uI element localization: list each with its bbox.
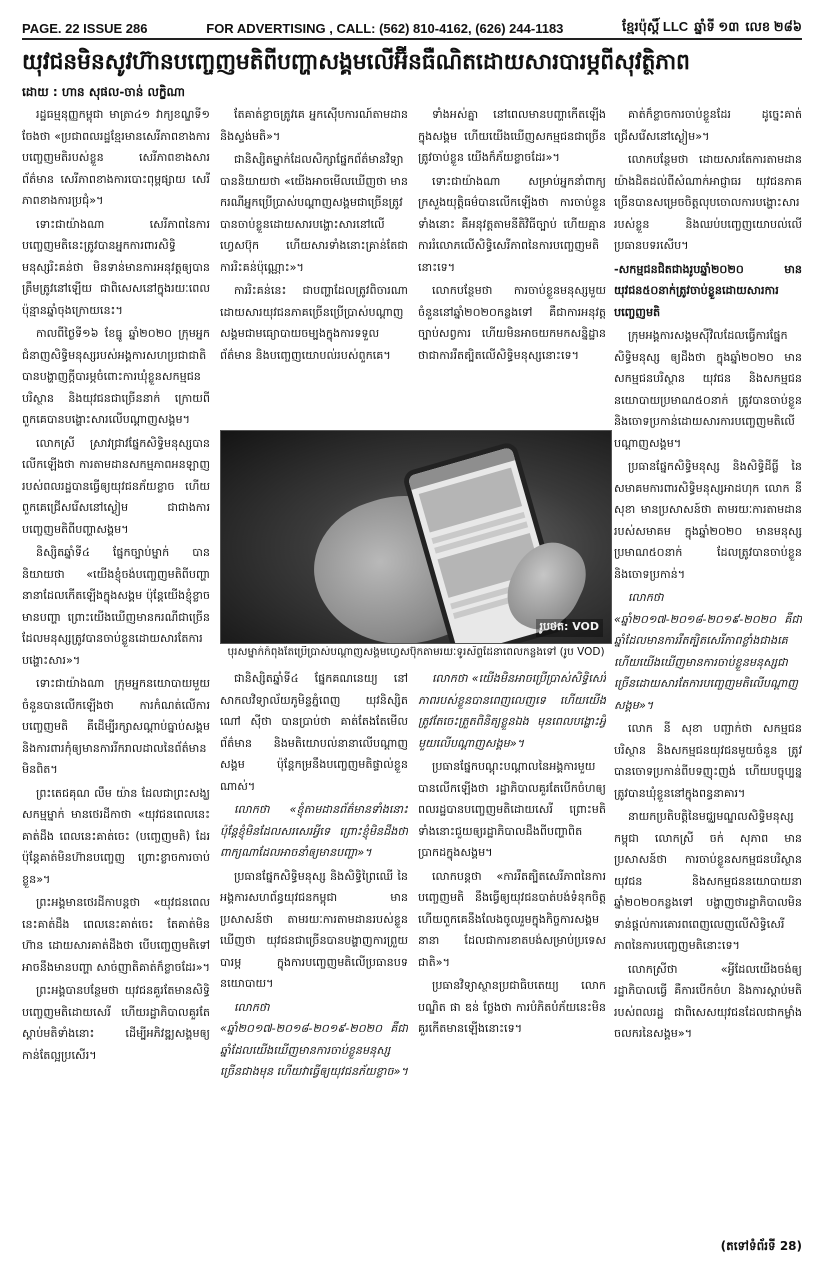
paragraph: លោកថា «យើងមិនអាចប្រើប្រាស់សិទ្ធិសេរីភាពរបស់ខ្លួនបានពេញលេញទេ ហើយយើងត្រូវតែចេះត្រួតពិនិត្យខ្លួនឯង មុនពេលបង្ហោះអ្វីមួយលើបណ្តាញសង្គម»។: [418, 672, 606, 750]
paragraph: លោកបន្ថែមថា ដោយសារតែការតាមដានយ៉ាងដិតដល់ពីសំណាក់អាជ្ញាធរ យុវជនភាគច្រើនបានសម្រេចចិត្តលុបចោលការបង្ហោះសាររបស់ខ្លួន និងឈប់បញ្ចេញយោបល់លើប្រធានបទរសើប។: [614, 153, 802, 252]
paragraph: កាលពីថ្ងៃទី១៦ ខែធ្នូ ឆ្នាំ២០២០ ក្រុមអ្នកជំនាញសិទ្ធិមនុស្សរបស់អង្គការសហប្រជាជាតិបានបង្ហាញក្តីបារម្ភចំពោះការឃុំខ្លួនសកម្មជនបរិស្ថាន និងយុវជនជាច្រើននាក់ ក្រោយពីពួកគេបានបង្ហោះសារលើបណ្តាញសង្គម។: [22, 327, 210, 426]
paragraph: គាត់ក៏ខ្លាចការចាប់ខ្លួនដែរ ដូច្នេះគាត់ជ្រើសរើសនៅស្ងៀម»។: [614, 108, 802, 143]
photo-credit: រូបថត: VOD: [536, 619, 603, 637]
paragraph: ប្រធានផ្នែកបណ្តុះបណ្តាលនៃអង្គការមួយ បានលើកឡើងថា រដ្ឋាភិបាលគួរតែបើកចំហឲ្យពលរដ្ឋបានបញ្ចេញមតិដោយសេរី ព្រោះមតិទាំងនោះជួយឲ្យរដ្ឋាភិបាលដឹងពីបញ្ហាពិតប្រាកដក្នុងសង្គម។: [418, 760, 606, 859]
article-column-2-top: [220, 104, 408, 426]
paragraph: រដ្ឋធម្មនុញ្ញកម្ពុជា មាត្រា៤១ វាក្យខណ្ឌទី១ ចែងថា «ប្រជាពលរដ្ឋខ្មែរមានសេរីភាពខាងការបញ្ចេញមតិរបស់ខ្លួន សេរីភាពខាងសារព័ត៌មាន សេរីភាពខាងការបោះពុម្ពផ្សាយ សេរីភាពខាងការប្រជុំ»។: [22, 108, 210, 207]
paragraph: លោក នី សុខា បញ្ជាក់ថា សកម្មជនបរិស្ថាន និងសកម្មជនយុវជនមួយចំនួន ត្រូវបានចោទប្រកាន់ពីបទញុះញង់ ហើយបច្ចុប្បន្នត្រូវបានឃុំខ្លួននៅក្នុងពន្ធនាគារ។: [614, 722, 802, 800]
brand-name: ខ្មែរប៉ុស្តិ៍ LLC: [622, 18, 689, 34]
paragraph: ទោះជាយ៉ាងណា ក្រុមអ្នកនយោបាយមួយចំនួនបានលើកឡើងថា ការកំណត់លើការបញ្ចេញមតិ គឺដើម្បីរក្សាសណ្តាប់ធ្នាប់សង្គម និងការពារកុំឲ្យមានការរីករាលដាលនៃព័ត៌មានមិនពិត។: [22, 677, 210, 776]
paragraph: លោកថា «ឆ្នាំ២០១៧-២០១៨-២០១៩-២០២០ គឺជាឆ្នាំដែលមានការរឹតត្បិតសេរីភាពខ្លាំងជាងគេ ហើយយើងឃើញមានការចាប់ខ្លួនមនុស្សជាច្រើនដោយសារតែការបញ្ចេញមតិលើបណ្តាញសង្គម»។: [614, 591, 802, 712]
article-photo: [220, 430, 612, 644]
issue-number: លេខ ២៨៦: [745, 18, 802, 34]
paragraph: ព្រះតេជគុណ លឹម យ៉ាន ដែលជាព្រះសង្ឃសកម្មម្នាក់ មានថេរដីកាថា «យុវជនពេលនេះគាត់ដឹង ពេលនេះគាត់ចេះ (បញ្ចេញមតិ) ដែរ ប៉ុន្តែគាត់មិនហ៊ានបញ្ចេញ ព្រោះខ្លាចការចាប់ខ្លួន»។: [22, 786, 210, 886]
paragraph: លោកបន្តថា «ការរឹតត្បិតសេរីភាពនៃការបញ្ចេញមតិ នឹងធ្វើឲ្យយុវជនបាត់បង់ទំនុកចិត្ត ហើយពួកគេនឹងលែងចូលរួមក្នុងកិច្ចការសង្គមនានា ដែលជាការខាតបង់សម្រាប់ប្រទេសជាតិ»។: [418, 869, 606, 969]
continued-on-page: (តទៅទំព័រទី 28): [720, 1239, 802, 1253]
paragraph: ទាំងអស់គ្នា នៅពេលមានបញ្ហាកើតឡើងក្នុងសង្គម ហើយយើងឃើញសកម្មជនជាច្រើនត្រូវចាប់ខ្លួន យើងក៏ភ័យខ្លាចដែរ»។: [418, 108, 606, 164]
article-byline: ដោយ : ហាន សុផល-ចាន់ លក្ខិណា: [22, 85, 186, 99]
paragraph: ប្រធានផ្នែកសិទ្ធិមនុស្ស និងសិទ្ធិព្រៃឈើ នៃអង្គការសហព័ន្ធយុវជនកម្ពុជា មានប្រសាសន៍ថា តាមរយៈការតាមដានរបស់ខ្លួនឃើញថា យុវជនជាច្រើនបានបង្ហាញការព្រួយបារម្ភ ក្នុងការបញ្ចេញមតិលើប្រធានបទនយោបាយ។: [220, 869, 408, 990]
advertising-contact: FOR ADVERTISING , CALL: (562) 810-4162, (626) 244-1183: [206, 20, 564, 36]
article-column-3-top: [418, 104, 606, 426]
paragraph: ទោះជាយ៉ាងណា សម្រាប់អ្នកនាំពាក្យក្រសួងយុត្តិធម៌បានលើកឡើងថា ការចាប់ខ្លួនទាំងនោះ គឺអនុវត្តតាមនីតិវិធីច្បាប់ ហើយគ្មានការរំលោភលើសិទ្ធិសេរីភាពនៃការបញ្ចេញមតិនោះទេ។: [418, 174, 606, 274]
paragraph: ទោះជាយ៉ាងណា សេរីភាពនៃការបញ្ចេញមតិនេះត្រូវបានអ្នកការពារសិទ្ធិមនុស្សរិះគន់ថា មិនទាន់មានការអនុវត្តឲ្យបានត្រឹមត្រូវនៅឡើយ ជាពិសេសនៅក្នុងរយៈពេលប៉ុន្មានឆ្នាំចុងក្រោយនេះ។: [22, 217, 210, 317]
paragraph: -សកម្មជនជិតជាងរូបឆ្នាំ២០២០ មានយុវជន៥០នាក់ត្រូវចាប់ខ្លួនដោយសារការបញ្ចេញមតិ: [614, 262, 802, 319]
paragraph: និស្សិតឆ្នាំទី៤ ផ្នែកច្បាប់ម្នាក់ បាននិយាយថា «យើងខ្ញុំចង់បញ្ចេញមតិពីបញ្ហានានាដែលកើតឡើងក្នុងសង្គម ប៉ុន្តែយើងខ្ញុំខ្លាចមានបញ្ហា ព្រោះយើងឃើញមានករណីជាច្រើនដែលមនុស្សត្រូវបានចាប់ខ្លួនដោយសារតែការបង្ហោះសារ»។: [22, 546, 210, 667]
paragraph: ប្រធានវិទ្យាស្ថានប្រជាធិបតេយ្យ លោក បណ្ឌិត ផា ឌន់ ថ្លែងថា ការបំភិតបំភ័យនេះមិនគួរកើតមានឡើងនោះទេ។: [418, 979, 606, 1035]
photo-caption: បុរសម្នាក់កំពុងតែប្រើប្រាស់បណ្តាញសង្គមហ្វេសប៊ុកតាមរយៈទូរស័ព្ទដៃនាពេលកន្លងទៅ (រូប VOD): [227, 646, 605, 658]
paragraph: នាយកប្រតិបត្តិនៃមជ្ឈមណ្ឌលសិទ្ធិមនុស្សកម្ពុជា លោកស្រី ចក់ សុភាព មានប្រសាសន៍ថា ការចាប់ខ្លួនសកម្មជនបរិស្ថាន យុវជន និងសកម្មជននយោបាយនាឆ្នាំ២០២០កន្លងទៅ បង្ហាញថារដ្ឋាភិបាលមិនទាន់ផ្តល់ការគោរពពេញលេញលើសិទ្ធិសេរីភាពនៃការបញ្ចេញមតិនោះទេ។: [614, 810, 802, 952]
paragraph: លោកស្រីថា «អ្វីដែលយើងចង់ឲ្យរដ្ឋាភិបាលធ្វើ គឺការបើកចំហ និងការស្តាប់មតិរបស់ពលរដ្ឋ ជាពិសេសយុវជនដែលជាកម្លាំងចលករនៃសង្គម»។: [614, 962, 802, 1040]
masthead-brand: [622, 19, 802, 38]
paragraph: ការរិះគន់នេះ ជាបញ្ហាដែលត្រូវពិចារណា ដោយសារយុវជនភាគច្រើនប្រើប្រាស់បណ្តាញសង្គមជាមធ្យោបាយចម្បងក្នុងការទទួលព័ត៌មាន និងបញ្ចេញយោបល់របស់ពួកគេ។: [220, 284, 408, 362]
year-number: ឆ្នាំទី ១៣: [694, 18, 740, 34]
paragraph: លោកថា «ឆ្នាំ២០១៧-២០១៨-២០១៩-២០២០ គឺជាឆ្នាំដែលយើងឃើញមានការចាប់ខ្លួនមនុស្សច្រើនជាងមុន ហើយវាធ្វើឲ្យយុវជនភ័យខ្លាច»។: [220, 1000, 408, 1078]
paragraph: ក្រុមអង្គការសង្គមស៊ីវិលដែលធ្វើការផ្នែកសិទ្ធិមនុស្ស ឲ្យដឹងថា ក្នុងឆ្នាំ២០២០ មានសកម្មជនបរិស្ថាន យុវជន និងសកម្មជននយោបាយប្រមាណ៥០នាក់ ត្រូវបានចាប់ខ្លួន និងចោទប្រកាន់ដោយសារការបញ្ចេញមតិលើបណ្តាញសង្គម។: [614, 329, 802, 450]
article-headline: យុវជនមិនសូវហ៊ានបញ្ចេញមតិពីបញ្ហាសង្គមលើអ៊ីនធឺណិតដោយសារបារម្ភពីសុវត្ថិភាព: [22, 50, 690, 75]
paragraph: ព្រះអង្គមានថេរដីកាបន្តថា «យុវជនពេលនេះគាត់ដឹង ពេលនេះគាត់ចេះ តែគាត់មិនហ៊ាន ដោយសារគាត់ដឹងថា បើបញ្ចេញមតិទៅអាចនឹងមានបញ្ហា សាច់ញាតិគាត់ក៏ខ្លាចដែរ»។: [22, 896, 210, 974]
page-header: [22, 18, 802, 40]
paragraph: ព្រះអង្គបានបន្ថែមថា យុវជនគួរតែមានសិទ្ធិបញ្ចេញមតិដោយសេរី ហើយរដ្ឋាភិបាលគួរតែស្តាប់មតិទាំងនោះ ដើម្បីអភិវឌ្ឍសង្គមឲ្យកាន់តែល្អប្រសើរ។: [22, 984, 210, 1062]
article-column-3-bottom: [418, 668, 606, 1238]
article-column-4: [614, 104, 802, 1238]
page-issue: PAGE. 22 ISSUE 286: [22, 20, 148, 36]
paragraph: លោកស្រី ស្រាវជ្រាវផ្នែកសិទ្ធិមនុស្សបានលើកឡើងថា ការតាមដានសកម្មភាពអនឡាញរបស់ពលរដ្ឋបានធ្វើឲ្យយុវជនភ័យខ្លាច ហើយពួកគេជ្រើសរើសនៅស្ងៀម ជាជាងការបញ្ចេញមតិពីបញ្ហាសង្គម។: [22, 436, 210, 536]
paragraph: លោកថា «ខ្ញុំតាមដានព័ត៌មានទាំងនោះ ប៉ុន្តែខ្ញុំមិនដែលសរសេរអ្វីទេ ព្រោះខ្ញុំមិនដឹងថា ពាក្យណាដែលអាចនាំឲ្យមានបញ្ហា»។: [220, 803, 408, 859]
article-column-2-bottom: [220, 668, 408, 1238]
article-column-1: [22, 104, 210, 1238]
paragraph: ជានិស្សិតម្នាក់ដែលសិក្សាផ្នែកព័ត៌មានវិទ្យា បាននិយាយថា «យើងអាចមើលឃើញថា មានករណីអ្នកប្រើប្រាស់បណ្តាញសង្គមជាច្រើនត្រូវបានចាប់ខ្លួនដោយសារបង្ហោះសារនៅលើហ្វេសប៊ុក ហើយសារទាំងនោះគ្រាន់តែជាការរិះគន់ប៉ុណ្ណោះ»។: [220, 153, 408, 274]
paragraph: ប្រធានផ្នែកសិទ្ធិមនុស្ស និងសិទ្ធិដីធ្លី នៃសមាគមការពារសិទ្ធិមនុស្សអាដហុក លោក នី សុខា មានប្រសាសន៍ថា តាមរយៈការតាមដានរបស់សមាគម ក្នុងឆ្នាំ២០២០ មានមនុស្សប្រមាណ៥០នាក់ ដែលត្រូវបានចាប់ខ្លួន និងចោទប្រកាន់។: [614, 460, 802, 581]
paragraph: តែគាត់ខ្លាចត្រូវគេ អ្នកស៊ើបការណ៍តាមដាន និងស្ទង់មតិ»។: [220, 108, 408, 143]
paragraph: លោកបន្ថែមថា ការចាប់ខ្លួនមនុស្សមួយចំនួននៅឆ្នាំ២០២០កន្លងទៅ គឺជាការអនុវត្តច្បាប់សព្វការ ហើយមិនអាចយកមកសន្និដ្ឋានថាជាការរឹតត្បិតលើសិទ្ធិមនុស្សនោះទេ។: [418, 284, 606, 362]
paragraph: ជានិស្សិតឆ្នាំទី៤ ផ្នែកគណនេយ្យ នៅសាកលវិទ្យាល័យភូមិន្ទភ្នំពេញ យុវនិស្សិត ណៅ ស៊ីថា បានប្រាប់ថា គាត់តែងតែមើលព័ត៌មាន និងមតិយោបល់នានាលើបណ្តាញសង្គម ប៉ុន្តែកម្រនឹងបញ្ចេញមតិផ្ទាល់ខ្លួនណាស់។: [220, 672, 408, 793]
